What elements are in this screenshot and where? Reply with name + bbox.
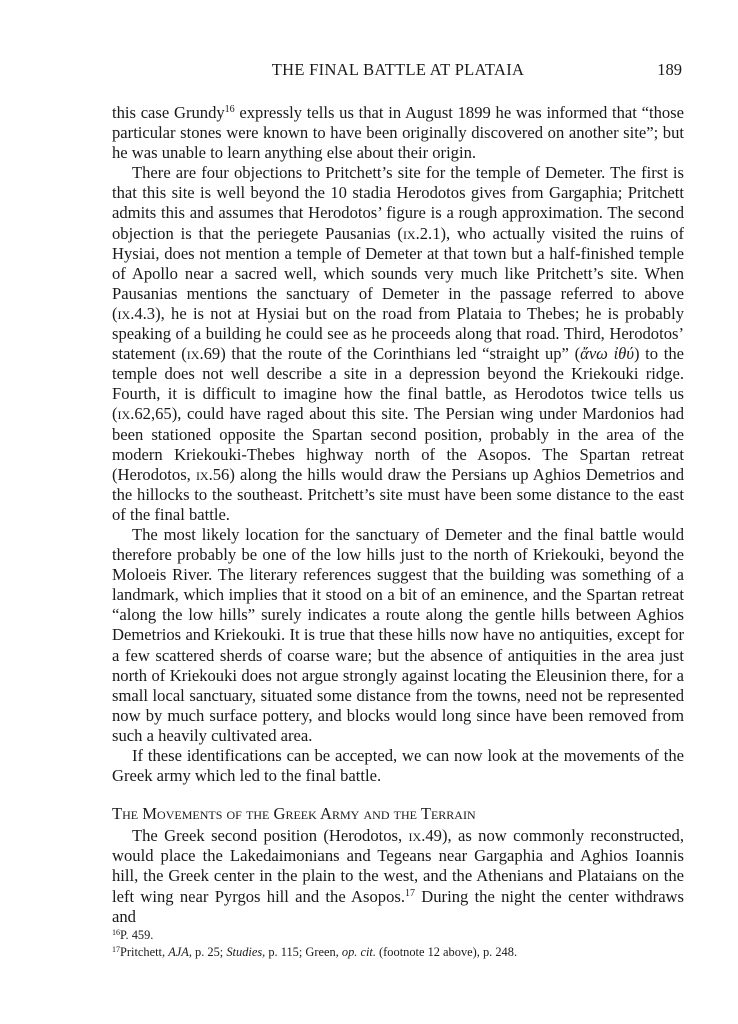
small-caps-text: ix — [402, 223, 416, 243]
text-segment: Pritchett, — [120, 945, 169, 959]
small-caps-text: ix — [117, 303, 131, 323]
footnote — [112, 927, 684, 944]
paragraph — [112, 163, 684, 525]
small-caps-text: ix — [408, 826, 422, 846]
text-segment: .69) that the route of the Corinthians led “straight up” ( — [199, 344, 581, 364]
paragraph — [112, 525, 684, 746]
text-segment: .62,65), could have raged about this site. The Persian wing under Mardonios had been stationed opposite the Spartan second position, probably in the area of the modern Kriekouki-Thebes highway north of the Asopos. The Spartan retreat (Herodotos, — [112, 404, 684, 484]
text-segment: .56) along the hills would draw the Persians up Aghios Demetrios and the hillocks to the southeast. Pritchett’s site must have been some distance to the east of the final battle. — [112, 464, 684, 524]
text-segment: If these identifications can be accepted, we can now look at the movements of the Greek army which led to the final battle. — [112, 746, 684, 786]
paragraph — [112, 103, 684, 163]
text-segment: .49), as now commonly reconstructed, would place the Lakedaimonians and Tegeans near Gargaphia and Aghios Ioannis hill, the Greek center in the plain to the west, and the Athenians and Plataians on the left wing near Pyrgos hill and the Asopos. — [112, 826, 684, 906]
text-segment: ) to the temple does not well describe a site in a depression beyond the Kriekouki ridge. Fourth, it is difficult to imagine how the final battle, as Herodotos twice tells us ( — [112, 344, 684, 424]
small-caps-text: ix — [186, 344, 200, 364]
text-segment: this case Grundy — [112, 103, 225, 122]
text-segment: P. 459. — [120, 928, 154, 942]
text-segment: The Greek second position (Herodotos, — [132, 826, 409, 846]
text-segment: , p. 115; Green, — [262, 945, 342, 959]
text-segment: There are four objections to Pritchett’s site for the temple of Demeter. The first is that this site is well beyond the 10 stadia Herodotos gives from Gargaphia; Pritchett admits this and assumes that Herodotos’ figure is a rough approximation. The second objection is that the periegete Pausanias ( — [112, 163, 684, 243]
text-segment: .4.3), he is not at Hysiai but on the road from Plataia to Thebes; he is probably speaking of a building he could see as he proceeds along that road. Third, Herodotos’ statement ( — [112, 303, 684, 364]
footnote-reference: 16 — [224, 104, 235, 115]
italic-text: op. cit. — [341, 945, 376, 959]
running-title: THE FINAL BATTLE AT PLATAIA — [271, 60, 525, 79]
italic-text: AJA — [168, 945, 189, 959]
page-header — [112, 60, 684, 84]
text-segment: The most likely location for the sanctuary of Demeter and the final battle would therefore probably be one of the low hills just to the north of Kriekouki, beyond the Moloeis River. The literary references suggest that the building was something of a landmark, which implies that it stood on a bit of an eminence, and the Spartan retreat “along the low hills” surely indicates a route along the gentle hills between Aghios Demetrios and Kriekouki. It is true that these hills now have no antiquities, except for a few scattered sherds of coarse ware; but the absence of antiquities in the area just north of Kriekouki does not argue strongly against locating the Eleusinion there, for a small local sanctuary, situated some distance from the towns, need not be represented now by much surface pottery, and blocks would long since have been removed from such a heavily cultivated area. — [112, 524, 684, 745]
section-heading: The Movements of the Greek Army and the Terrain — [112, 804, 476, 824]
footnotes — [112, 927, 684, 961]
italic-text: Studies — [226, 945, 263, 959]
small-caps-text: ix — [195, 464, 209, 484]
page-number: 189 — [657, 60, 682, 79]
body-text — [112, 103, 684, 927]
paragraph — [112, 746, 684, 786]
footnote — [112, 944, 684, 961]
text-segment: , p. 25; — [188, 945, 227, 959]
text-segment: .2.1), who actually visited the ruins of Hysiai, does not mention a temple of Demeter at that town but a half-finished temple of Apollo near a sacred well, which sounds very much like Pritchett’s site. When Pausanias mentions the sanctuary of Demeter in the passage referred to above ( — [112, 223, 684, 323]
footnote-marker: 17 — [112, 945, 120, 954]
text-segment: expressly tells us that in August 1899 he was informed that “those particular stones were known to have been originally discovered on another site”; but he was unable to learn anything else about their origin. — [112, 103, 684, 163]
small-caps-text: ix — [117, 404, 131, 424]
footnote-reference: 17 — [405, 887, 415, 899]
italic-text: ἄνω ἰθύ — [580, 344, 634, 364]
text-segment: (footnote 12 above), p. 248. — [375, 945, 518, 959]
paragraph — [112, 826, 684, 926]
footnote-marker: 16 — [112, 928, 120, 937]
text-segment: During the night the center withdraws and — [112, 886, 685, 926]
